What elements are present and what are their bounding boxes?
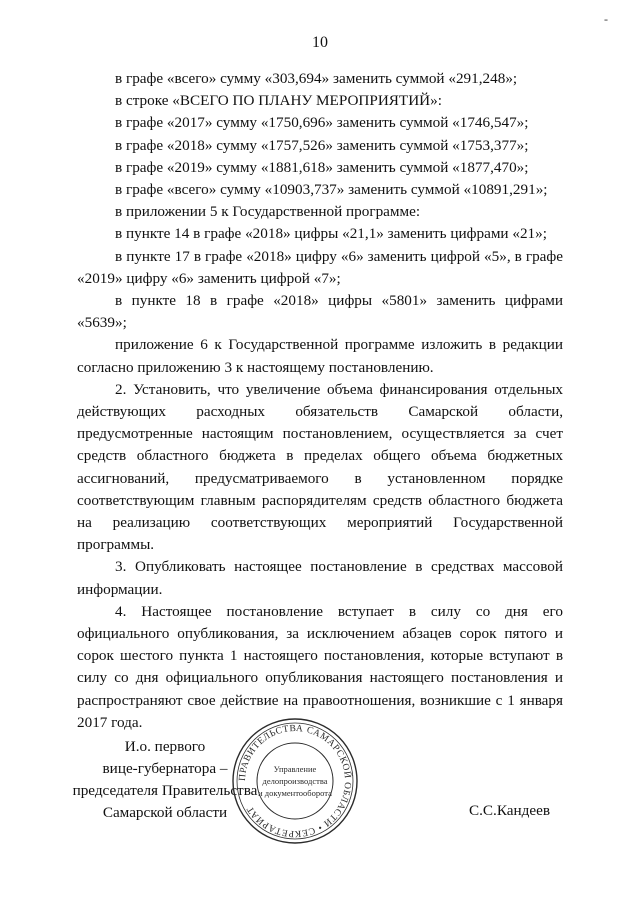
signatory-title-line: вице-губернатора – bbox=[102, 760, 228, 777]
signatory-title-line: председателя Правительства bbox=[72, 782, 258, 799]
svg-text:ПРАВИТЕЛЬСТВА САМАРСКОЙ ОБЛАСТ: ПРАВИТЕЛЬСТВА САМАРСКОЙ ОБЛАСТИ • СЕКРЕТАРИАТ bbox=[237, 723, 353, 839]
paragraph: в графе «2019» сумму «1881,618» заменить суммой «1877,470»; bbox=[115, 158, 529, 176]
signatory-title-line: И.о. первого bbox=[124, 738, 206, 755]
paragraph: в графе «всего» сумму «10903,737» заменить суммой «10891,291»; bbox=[115, 181, 548, 199]
svg-text:делопроизводства: делопроизводства bbox=[262, 776, 328, 786]
paragraph: в пункте 14 в графе «2018» цифры «21,1» заменить цифрами «21»; bbox=[115, 225, 547, 243]
svg-text:и документооборота: и документооборота bbox=[258, 788, 332, 798]
paragraph: приложение 6 к Государственной программе изложить в редакции согласно приложению 3 к настоящему постановлению. bbox=[77, 336, 563, 376]
seal-graphic bbox=[230, 716, 360, 846]
signature-block bbox=[0, 723, 640, 876]
corner-mark: - bbox=[604, 12, 608, 26]
paragraph: в приложении 5 к Государственной программе: bbox=[115, 203, 421, 221]
paragraph: 2. Установить, что увеличение объема финансирования отдельных действующих расходных обязательств Самарской области, предусмотренные настоящим постановлением, осуществляется за счет средств областного бюджета в пределах общего объема бюджетных ассигнований, предусматриваемого в установленном порядке соответствующим главным распорядителям средств областного бюджета на реализацию соответствующих мероприятий Государственной программы. bbox=[77, 380, 563, 554]
signatory-title-line: Самарской области bbox=[102, 804, 228, 821]
paragraph: в пункте 18 в графе «2018» цифры «5801» заменить цифрами «5639»; bbox=[77, 292, 563, 332]
official-seal-stamp bbox=[230, 716, 360, 846]
paragraph: 4. Настоящее постановление вступает в силу со дня его официального опубликования, за исключением абзацев сорок пятого и сорок шестого пункта 1 настоящего постановления, которые вступают в силу со дня официального опубликования настоящего постановления и распространяют свое действие на правоотношения, возникшие с 1 января 2017 года. bbox=[77, 602, 563, 731]
svg-text:Управление: Управление bbox=[273, 764, 317, 774]
paragraph: в графе «всего» сумму «303,694» заменить суммой «291,248»; bbox=[115, 70, 518, 87]
signatory-name: С.С.Кандеев bbox=[469, 802, 551, 819]
paragraph: в графе «2018» сумму «1757,526» заменить суммой «1753,377»; bbox=[115, 136, 529, 154]
paragraph: 3. Опубликовать настоящее постановление в средствах массовой информации. bbox=[77, 558, 563, 598]
document-body bbox=[77, 68, 563, 734]
paragraph: в графе «2017» сумму «1750,696» заменить суммой «1746,547»; bbox=[115, 114, 529, 132]
paragraph: в строке «ВСЕГО ПО ПЛАНУ МЕРОПРИЯТИЙ»: bbox=[115, 92, 442, 110]
paragraph: в пункте 17 в графе «2018» цифру «6» заменить цифрой «5», в графе «2019» цифру «6» заменить цифрой «7»; bbox=[77, 247, 563, 287]
page-number: 10 bbox=[312, 34, 328, 51]
